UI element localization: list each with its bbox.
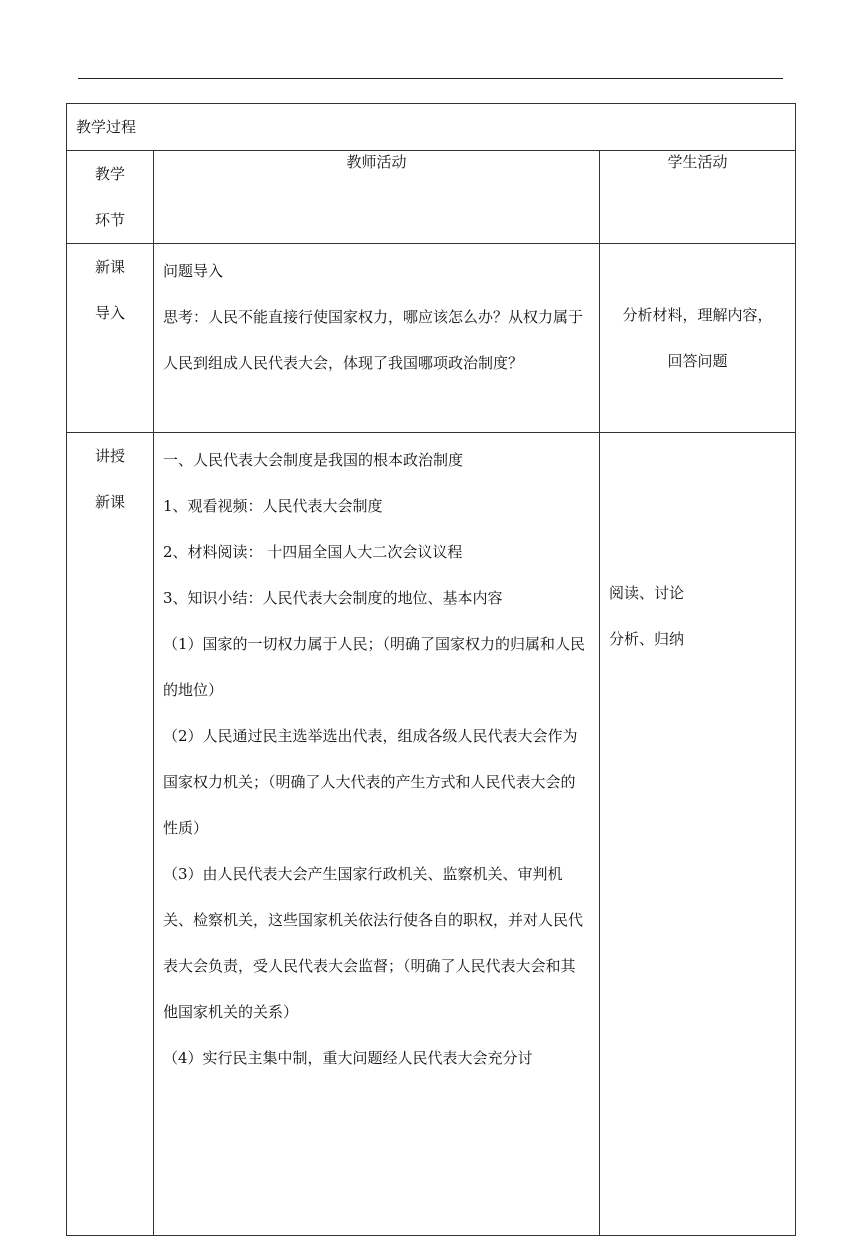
teacher-paragraph: （4）实行民主集中制，重大问题经人民代表大会充分讨 xyxy=(163,1049,533,1067)
teacher-paragraph: （2）人民通过民主选举选出代表，组成各级人民代表大会作为国家权力机关；（明确了人大代表的产生方式和人民代表大会的性质） xyxy=(163,727,578,837)
stage-cell xyxy=(67,433,154,1236)
student-line: 回答问题 xyxy=(667,352,728,370)
section-title: 教学过程 xyxy=(76,118,137,136)
teacher-paragraph: （3）由人民代表大会产生国家行政机关、监察机关、审判机关、检察机关，这些国家机关依法行使各自的职权，并对人民代表大会负责，受人民代表大会监督；（明确了人民代表大会和其他国家机关的关系） xyxy=(163,865,584,1021)
teaching-process-table xyxy=(66,103,796,1236)
stage-header-line-2: 环节 xyxy=(94,211,125,229)
header-row xyxy=(67,151,796,244)
table-row xyxy=(67,244,796,433)
student-activity-cell xyxy=(600,244,796,433)
stage-line-2: 新课 xyxy=(94,493,125,511)
stage-header-line-1: 教学 xyxy=(94,165,125,183)
teacher-activity-cell xyxy=(154,244,600,433)
stage-cell xyxy=(67,244,154,433)
table-row xyxy=(67,433,796,1236)
teacher-paragraph: 问题导入 xyxy=(163,262,224,280)
teacher-paragraph: 1、观看视频：人民代表大会制度 xyxy=(163,497,383,515)
student-activity-cell xyxy=(600,433,796,1236)
student-line: 分析材料，理解内容， xyxy=(622,306,773,324)
teacher-paragraph: 3、知识小结：人民代表大会制度的地位、基本内容 xyxy=(163,589,503,607)
student-column-header: 学生活动 xyxy=(600,151,796,244)
header-rule xyxy=(78,78,783,79)
teacher-paragraph: 2、材料阅读： 十四届全国人大二次会议议程 xyxy=(163,543,463,561)
stage-column-header xyxy=(67,151,154,244)
teacher-paragraph: （1）国家的一切权力属于人民；（明确了国家权力的归属和人民的地位） xyxy=(163,635,586,699)
stage-line-1: 讲授 xyxy=(94,447,125,465)
section-title-cell xyxy=(67,104,796,151)
stage-line-1: 新课 xyxy=(94,258,125,276)
teacher-paragraph: 思考：人民不能直接行使国家权力，哪应该怎么办？从权力属于人民到组成人民代表大会，体现了我国哪项政治制度？ xyxy=(163,308,584,372)
teacher-column-header: 教师活动 xyxy=(154,151,600,244)
student-line: 阅读、讨论 xyxy=(609,584,685,602)
stage-line-2: 导入 xyxy=(94,304,125,322)
teacher-paragraph: 一、人民代表大会制度是我国的根本政治制度 xyxy=(163,451,464,469)
teacher-activity-cell xyxy=(154,433,600,1236)
student-line: 分析、归纳 xyxy=(609,630,685,648)
